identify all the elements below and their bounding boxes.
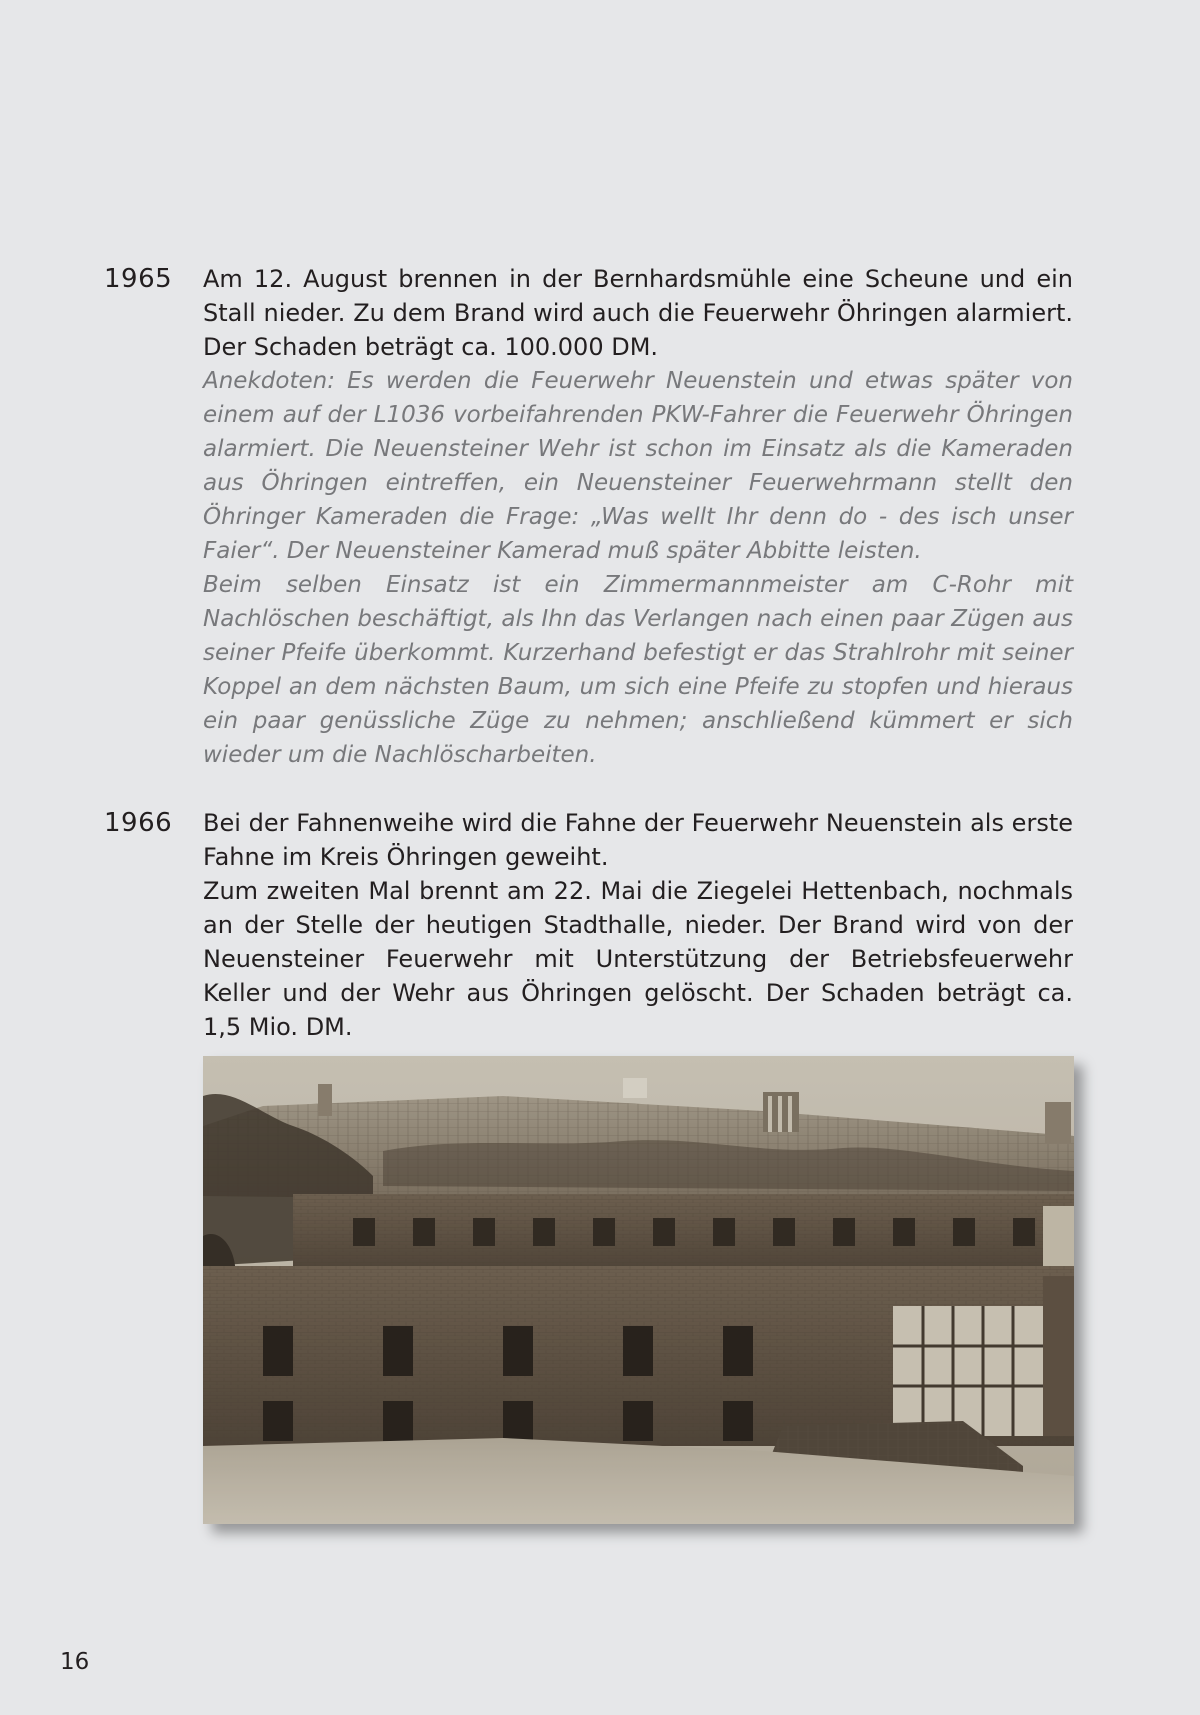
entry-year: 1966 <box>104 808 173 838</box>
brick-building-photo <box>203 1056 1074 1524</box>
entry-paragraph: Am 12. August brennen in der Bernhardsmühle eine Scheune und ein Stall nieder. Zu dem Brand wird auch die Feuerwehr Öhringen alarmiert. Der Schaden beträgt ca. 100.000 DM. <box>203 265 1073 361</box>
entry-year: 1965 <box>104 264 173 294</box>
entry-paragraph: Bei der Fahnenweihe wird die Fahne der Feuerwehr Neuenstein als erste Fahne im Kreis Öhringen geweiht. <box>203 809 1073 871</box>
page-number: 16 <box>60 1649 90 1675</box>
anecdote-paragraph: Beim selben Einsatz ist ein Zimmermannmeister am C-Rohr mit Nachlöschen beschäftigt, als Ihn das Verlangen nach einen paar Zügen aus seiner Pfeife überkommt. Kurzerhand befestigt er das Strahlrohr mit seiner Koppel an dem nächsten Baum, um sich eine Pfeife zu stopfen und hieraus ein paar genüssliche Züge zu nehmen; anschließend kümmert er sich wieder um die Nachlöscharbeiten. <box>203 572 1073 768</box>
anecdote-paragraph: Anekdoten: Es werden die Feuerwehr Neuenstein und etwas später von einem auf der L1036 vorbeifahrenden PKW-Fahrer die Feuerwehr Öhringen alarmiert. Die Neuensteiner Wehr ist schon im Einsatz als die Kameraden aus Öhringen eintreffen, ein Neuensteiner Feuerwehrmann stellt den Öhringer Kameraden die Frage: „Was wellt Ihr denn do - des isch unser Faier“. Der Neuensteiner Kamerad muß später Abbitte leisten. <box>203 368 1073 564</box>
entry-paragraph: Zum zweiten Mal brennt am 22. Mai die Ziegelei Hettenbach, nochmals an der Stelle der heutigen Stadthalle, nieder. Der Brand wird von der Neuensteiner Feuerwehr mit Unterstützung der Betriebsfeuerwehr Keller und der Wehr aus Öhringen gelöscht. Der Schaden beträgt ca. 1,5 Mio. DM. <box>203 877 1073 1041</box>
entry-body <box>203 262 1073 772</box>
historic-photo <box>203 1056 1074 1524</box>
entry-body <box>203 806 1073 1044</box>
